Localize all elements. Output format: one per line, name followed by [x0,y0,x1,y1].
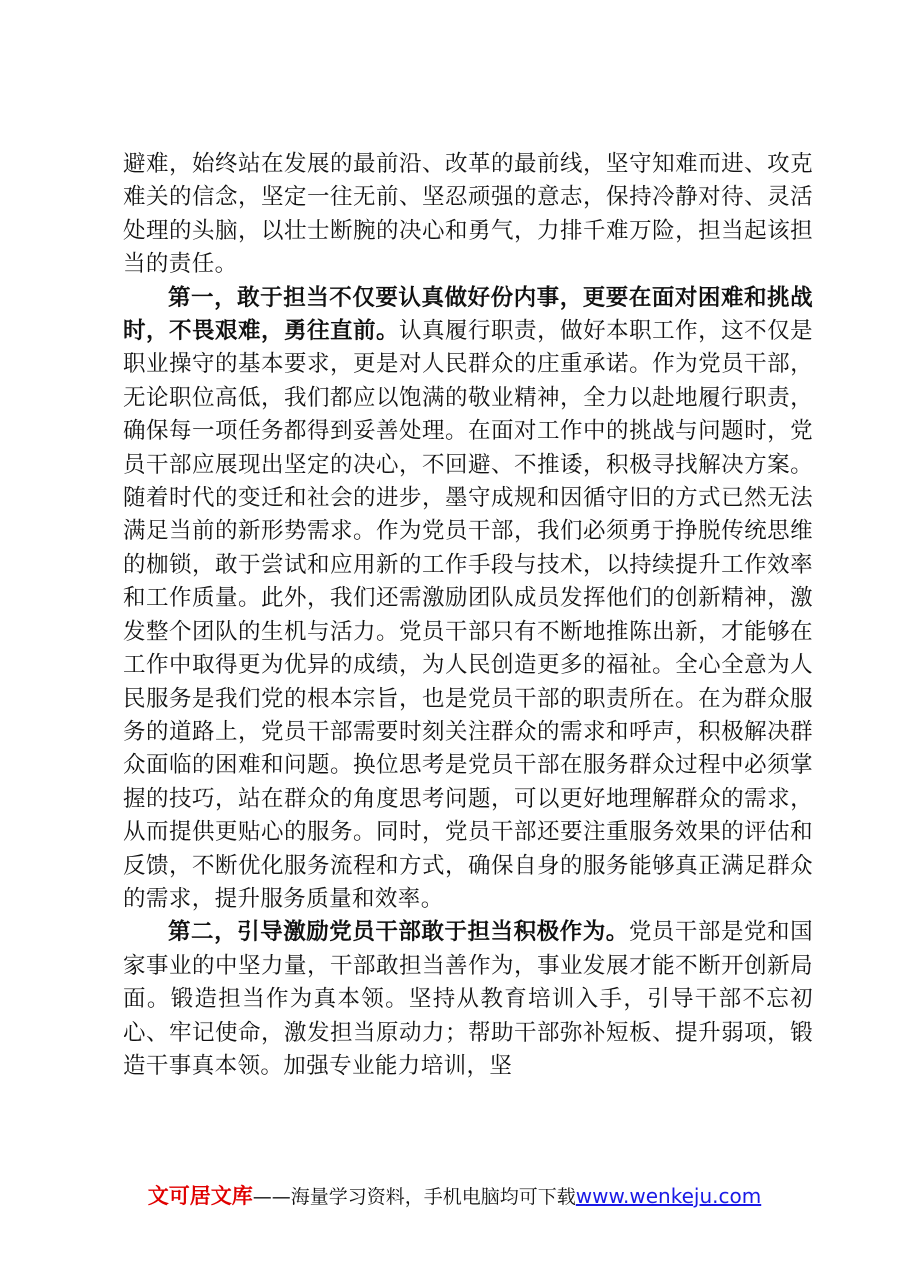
paragraph-lead-sentence: 第二，引导激励党员干部敢于担当积极作为。 [168,919,629,946]
paragraph-text: 党员干部是党和国家事业的中坚力量，干部敢担当善作为，事业发展才能不断开创新局面。锻造担当作为真本领。坚持从教育培训入手，引导干部不忘初心、牢记使命，激发担当原动力；帮助干部弥补短板、提升弱项，锻造干事真本领。加强专业能力培训，坚 [123,919,813,1079]
paragraph-text: 认真履行职责，做好本职工作，这不仅是职业操守的基本要求，更是对人民群众的庄重承诺。作为党员干部，无论职位高低，我们都应以饱满的敬业精神，全力以赴地履行职责，确保每一项任务都得到妥善处理。在面对工作中的挑战与问题时，党员干部应展现出坚定的决心，不回避、不推诿，积极寻找解决方案。随着时代的变迁和社会的进步，墨守成规和因循守旧的方式已然无法满足当前的新形势需求。作为党员干部，我们必须勇于挣脱传统思维的枷锁，敢于尝试和应用新的工作手段与技术，以持续提升工作效率和工作质量。此外，我们还需激励团队成员发挥他们的创新精神，激发整个团队的生机与活力。党员干部只有不断地推陈出新，才能够在工作中取得更为优异的成绩，为人民创造更多的福祉。全心全意为人民服务是我们党的根本宗旨，也是党员干部的职责所在。在为群众服务的道路上，党员干部需要时刻关注群众的需求和呼声，积极解决群众面临的困难和问题。换位思考是党员干部在服务群众过程中必须掌握的技巧，站在群众的角度思考问题，可以更好地理解群众的需求，从而提供更贴心的服务。同时，党员干部还要注重服务效果的评估和反馈，不断优化服务流程和方式，确保自身的服务能够真正满足群众的需求，提升服务质量和效率。 [123,318,813,912]
footer-brand: 文可居文库 [147,1184,253,1208]
paragraph-text: 避难，始终站在发展的最前沿、改革的最前线，坚守知难而进、攻克难关的信念，坚定一往无前、坚忍顽强的意志，保持冷静对待、灵活处理的头脑，以壮士断腕的决心和勇气，力排千难万险，担当起该担当的责任。 [123,151,813,278]
paragraph-second-point [123,916,813,1083]
footer-slogan: ——海量学习资料，手机电脑均可下载 [252,1186,576,1208]
paragraph-lead-sentence: 第一，敢于担当不仅要认真做好份内事，更要在面对困难和挑战时，不畏艰难，勇往直前。 [123,284,813,345]
footer-url-link[interactable]: www.wenkeju.com [575,1184,762,1208]
paragraph-first-point [123,282,813,917]
paragraph-continuation [123,148,813,282]
document-body [123,148,813,1083]
page-footer [0,1180,909,1213]
